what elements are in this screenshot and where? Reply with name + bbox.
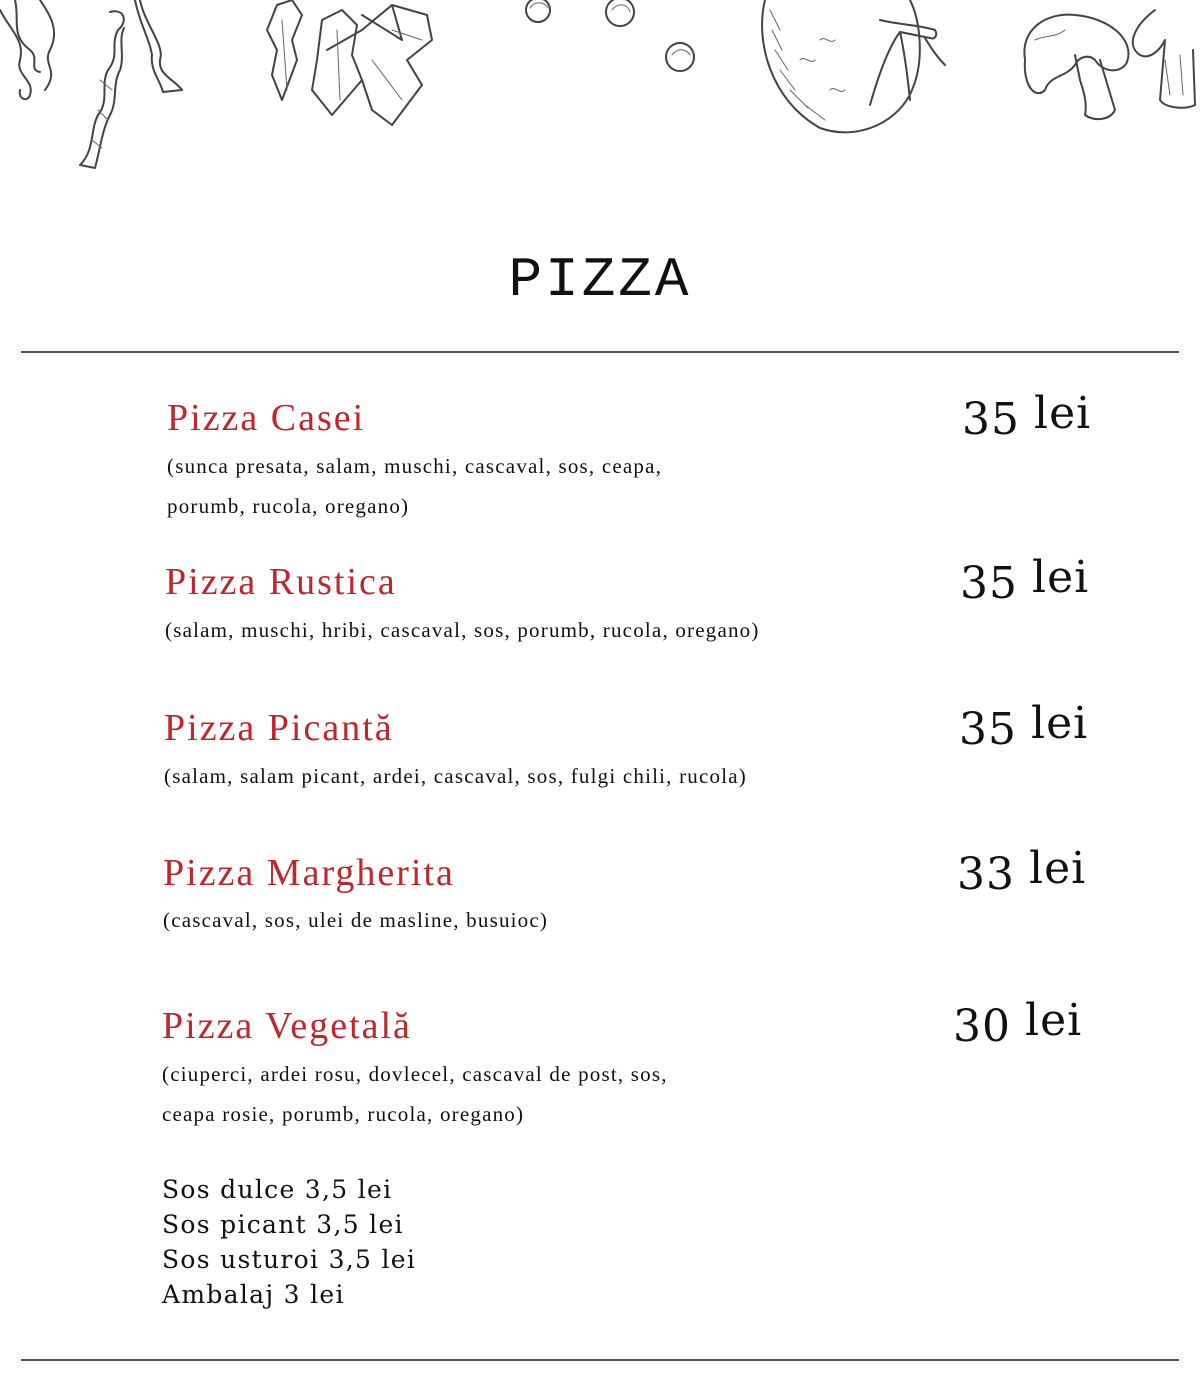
item-name: Pizza Picantă [164,707,394,749]
extra-item: Ambalaj 3 lei [162,1280,345,1309]
item-price [959,698,1089,755]
price-unit: lei [1032,552,1090,603]
price-unit: lei [1029,843,1087,894]
tomato-icon [760,0,960,140]
extras-list [162,1172,416,1312]
extra-item: Sos usturoi 3,5 lei [162,1245,417,1274]
item-name: Pizza Vegetală [162,1005,412,1047]
item-name: Pizza Margherita [163,852,455,894]
item-name: Pizza Casei [167,397,366,439]
price-value: 35 [960,558,1018,609]
item-description-line: porumb, rucola, oregano) [167,494,410,518]
item-name: Pizza Rustica [165,561,397,603]
bottom-divider [21,1359,1179,1361]
peppercorn-icon [520,0,720,80]
item-description-line: (sunca presata, salam, muschi, cascaval, sos, ceapa, [167,454,663,478]
top-divider [21,351,1179,353]
fusilli-pasta-icon [0,0,200,180]
item-description-line: (ciuperci, ardei rosu, dovlecel, cascaval de post, sos, [162,1062,668,1086]
extra-item: Sos picant 3,5 lei [162,1210,404,1239]
extra-item: Sos dulce 3,5 lei [162,1175,393,1204]
price-value: 33 [957,849,1015,900]
parsley-leaf-icon [262,0,462,130]
item-description-line: (salam, muschi, hribi, cascaval, sos, porumb, rucola, oregano) [165,618,760,642]
item-price [960,552,1090,609]
price-value: 35 [959,704,1017,755]
price-unit: lei [1034,388,1092,439]
item-description-line: (salam, salam picant, ardei, cascaval, sos, fulgi chili, rucola) [164,764,747,788]
item-price [962,388,1092,445]
item-price [957,843,1087,900]
item-description-line: (cascaval, sos, ulei de masline, busuioc) [163,908,549,932]
item-description-line: ceapa rosie, porumb, rucola, oregano) [162,1102,525,1126]
price-unit: lei [1031,698,1089,749]
price-unit: lei [1025,995,1083,1046]
mushroom-icon [1015,0,1200,130]
menu-title: PIZZA [508,248,692,312]
price-value: 30 [953,1001,1011,1052]
header-illustrations [0,0,1200,180]
price-value: 35 [962,394,1020,445]
item-price [953,995,1083,1052]
